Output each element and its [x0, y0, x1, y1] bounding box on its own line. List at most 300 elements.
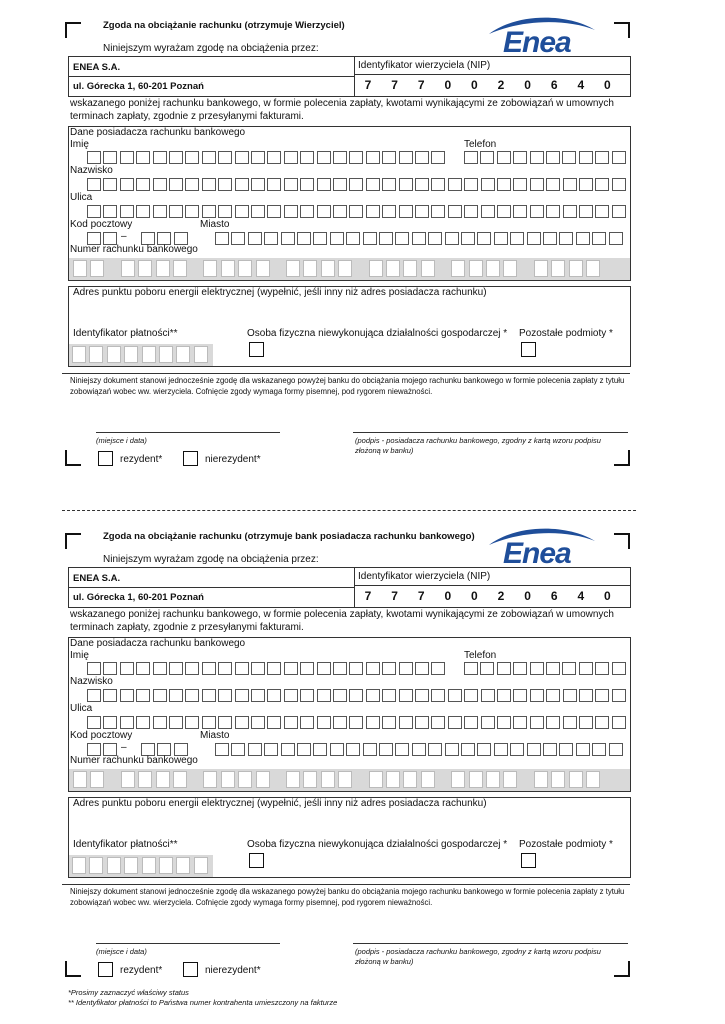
account-digit-cell[interactable]: [551, 260, 565, 277]
input-cell[interactable]: [169, 151, 183, 164]
account-digit-cell[interactable]: [221, 771, 235, 788]
input-cell[interactable]: [169, 662, 183, 675]
input-cell[interactable]: [87, 662, 101, 675]
input-cell[interactable]: [300, 178, 314, 191]
input-cell[interactable]: [103, 151, 117, 164]
input-cell[interactable]: [379, 743, 393, 756]
input-cell[interactable]: [562, 151, 576, 164]
input-cell[interactable]: [87, 716, 101, 729]
input-cell[interactable]: [120, 689, 134, 702]
input-cell[interactable]: [231, 232, 245, 245]
input-cell[interactable]: [87, 205, 101, 218]
input-cell[interactable]: [480, 662, 494, 675]
input-cell[interactable]: [563, 205, 577, 218]
input-cell[interactable]: [546, 151, 560, 164]
input-cell[interactable]: [366, 151, 380, 164]
input-cell[interactable]: [136, 689, 150, 702]
account-digit-cell[interactable]: [451, 260, 465, 277]
input-cell[interactable]: [313, 232, 327, 245]
input-cell[interactable]: [543, 232, 557, 245]
input-cell[interactable]: [412, 743, 426, 756]
input-cell[interactable]: [87, 151, 101, 164]
input-cell[interactable]: [349, 689, 363, 702]
input-cell[interactable]: [333, 151, 347, 164]
input-cell[interactable]: [363, 743, 377, 756]
input-cell[interactable]: [612, 151, 626, 164]
input-cell[interactable]: [218, 689, 232, 702]
input-cell[interactable]: [379, 232, 393, 245]
signature-line[interactable]: [353, 943, 628, 944]
input-cell[interactable]: [448, 178, 462, 191]
input-cell[interactable]: [399, 151, 413, 164]
payment-id-cell[interactable]: [107, 857, 121, 874]
place-date-line[interactable]: [96, 943, 280, 944]
input-cell[interactable]: [317, 716, 331, 729]
account-digit-cell[interactable]: [569, 260, 583, 277]
input-cell[interactable]: [153, 151, 167, 164]
input-cell[interactable]: [513, 689, 527, 702]
input-cell[interactable]: [366, 662, 380, 675]
input-cell[interactable]: [248, 743, 262, 756]
input-cell[interactable]: [559, 743, 573, 756]
input-cell[interactable]: [415, 662, 429, 675]
account-number-field[interactable]: [69, 258, 630, 280]
input-cell[interactable]: [218, 178, 232, 191]
input-cell[interactable]: [445, 743, 459, 756]
input-cell[interactable]: [428, 232, 442, 245]
input-cell[interactable]: [595, 151, 609, 164]
input-cell[interactable]: [267, 716, 281, 729]
input-cell[interactable]: [300, 662, 314, 675]
input-cell[interactable]: [382, 689, 396, 702]
input-cell[interactable]: [317, 689, 331, 702]
input-cell[interactable]: [497, 205, 511, 218]
person-checkbox[interactable]: [249, 342, 264, 357]
input-cell[interactable]: [349, 205, 363, 218]
input-cell[interactable]: [399, 178, 413, 191]
input-cell[interactable]: [103, 716, 117, 729]
account-digit-cell[interactable]: [138, 771, 152, 788]
input-cell[interactable]: [497, 151, 511, 164]
input-cell[interactable]: [595, 716, 609, 729]
payment-id-cell[interactable]: [194, 346, 208, 363]
input-cell[interactable]: [431, 689, 445, 702]
payment-id-cell[interactable]: [194, 857, 208, 874]
input-cell[interactable]: [185, 662, 199, 675]
input-cell[interactable]: [546, 716, 560, 729]
input-cell[interactable]: [235, 716, 249, 729]
input-cell[interactable]: [235, 205, 249, 218]
input-cell[interactable]: [218, 716, 232, 729]
account-digit-cell[interactable]: [303, 771, 317, 788]
input-cell[interactable]: [251, 662, 265, 675]
input-cell[interactable]: [530, 178, 544, 191]
account-digit-cell[interactable]: [203, 260, 217, 277]
account-digit-cell[interactable]: [156, 771, 170, 788]
input-cell[interactable]: [477, 232, 491, 245]
input-cell[interactable]: [333, 662, 347, 675]
account-digit-cell[interactable]: [586, 771, 600, 788]
input-cell[interactable]: [136, 716, 150, 729]
input-cell[interactable]: [527, 743, 541, 756]
input-cell[interactable]: [185, 178, 199, 191]
input-cell[interactable]: [431, 662, 445, 675]
input-cell[interactable]: [543, 743, 557, 756]
input-cell[interactable]: [87, 178, 101, 191]
input-cell[interactable]: [297, 743, 311, 756]
input-cell[interactable]: [169, 205, 183, 218]
input-cell[interactable]: [281, 232, 295, 245]
account-digit-cell[interactable]: [238, 771, 252, 788]
payment-id-cell[interactable]: [72, 346, 86, 363]
account-digit-cell[interactable]: [486, 771, 500, 788]
account-digit-cell[interactable]: [286, 771, 300, 788]
input-cell[interactable]: [103, 205, 117, 218]
input-cell[interactable]: [399, 205, 413, 218]
input-cell[interactable]: [612, 689, 626, 702]
input-cell[interactable]: [399, 662, 413, 675]
account-digit-cell[interactable]: [551, 771, 565, 788]
account-digit-cell[interactable]: [338, 771, 352, 788]
input-cell[interactable]: [231, 743, 245, 756]
input-cell[interactable]: [218, 662, 232, 675]
input-cell[interactable]: [595, 689, 609, 702]
input-cell[interactable]: [546, 689, 560, 702]
input-cell[interactable]: [202, 151, 216, 164]
input-cell[interactable]: [202, 662, 216, 675]
account-digit-cell[interactable]: [321, 260, 335, 277]
input-cell[interactable]: [497, 689, 511, 702]
input-cell[interactable]: [579, 662, 593, 675]
input-cell[interactable]: [333, 689, 347, 702]
input-cell[interactable]: [120, 151, 134, 164]
input-cell[interactable]: [527, 232, 541, 245]
input-cell[interactable]: [395, 743, 409, 756]
payment-id-cell[interactable]: [142, 857, 156, 874]
account-digit-cell[interactable]: [321, 771, 335, 788]
input-cell[interactable]: [185, 151, 199, 164]
account-digit-cell[interactable]: [421, 260, 435, 277]
account-digit-cell[interactable]: [586, 260, 600, 277]
input-cell[interactable]: [202, 689, 216, 702]
input-cell[interactable]: [169, 178, 183, 191]
input-cell[interactable]: [546, 205, 560, 218]
input-cell[interactable]: [477, 743, 491, 756]
account-digit-cell[interactable]: [386, 260, 400, 277]
input-cell[interactable]: [251, 151, 265, 164]
input-cell[interactable]: [497, 716, 511, 729]
input-cell[interactable]: [612, 716, 626, 729]
input-cell[interactable]: [595, 662, 609, 675]
input-cell[interactable]: [609, 232, 623, 245]
account-digit-cell[interactable]: [534, 260, 548, 277]
input-cell[interactable]: [595, 178, 609, 191]
input-cell[interactable]: [136, 662, 150, 675]
input-cell[interactable]: [576, 743, 590, 756]
account-digit-cell[interactable]: [156, 260, 170, 277]
input-cell[interactable]: [412, 232, 426, 245]
input-cell[interactable]: [563, 689, 577, 702]
payment-id-cell[interactable]: [124, 857, 138, 874]
input-cell[interactable]: [235, 151, 249, 164]
account-digit-cell[interactable]: [73, 771, 87, 788]
account-digit-cell[interactable]: [338, 260, 352, 277]
resident-checkbox[interactable]: [98, 962, 113, 977]
account-digit-cell[interactable]: [238, 260, 252, 277]
input-cell[interactable]: [251, 205, 265, 218]
account-digit-cell[interactable]: [121, 771, 135, 788]
input-cell[interactable]: [251, 689, 265, 702]
input-cell[interactable]: [399, 689, 413, 702]
account-digit-cell[interactable]: [173, 260, 187, 277]
input-cell[interactable]: [579, 178, 593, 191]
input-cell[interactable]: [251, 178, 265, 191]
account-digit-cell[interactable]: [138, 260, 152, 277]
input-cell[interactable]: [415, 689, 429, 702]
input-cell[interactable]: [461, 232, 475, 245]
input-cell[interactable]: [330, 232, 344, 245]
payment-id-cell[interactable]: [124, 346, 138, 363]
account-digit-cell[interactable]: [386, 771, 400, 788]
input-cell[interactable]: [169, 689, 183, 702]
input-cell[interactable]: [136, 151, 150, 164]
input-cell[interactable]: [559, 232, 573, 245]
input-cell[interactable]: [120, 178, 134, 191]
input-cell[interactable]: [431, 151, 445, 164]
input-cell[interactable]: [592, 232, 606, 245]
resident-checkbox[interactable]: [98, 451, 113, 466]
input-cell[interactable]: [395, 232, 409, 245]
input-cell[interactable]: [464, 689, 478, 702]
input-cell[interactable]: [579, 151, 593, 164]
account-digit-cell[interactable]: [421, 771, 435, 788]
account-digit-cell[interactable]: [469, 771, 483, 788]
input-cell[interactable]: [120, 205, 134, 218]
input-cell[interactable]: [382, 178, 396, 191]
input-cell[interactable]: [595, 205, 609, 218]
account-digit-cell[interactable]: [469, 260, 483, 277]
input-cell[interactable]: [297, 232, 311, 245]
input-cell[interactable]: [284, 178, 298, 191]
account-digit-cell[interactable]: [303, 260, 317, 277]
other-entities-checkbox[interactable]: [521, 853, 536, 868]
input-cell[interactable]: [563, 178, 577, 191]
input-cell[interactable]: [494, 232, 508, 245]
input-cell[interactable]: [612, 205, 626, 218]
account-digit-cell[interactable]: [90, 260, 104, 277]
input-cell[interactable]: [235, 178, 249, 191]
input-cell[interactable]: [415, 178, 429, 191]
input-cell[interactable]: [366, 716, 380, 729]
input-cell[interactable]: [317, 178, 331, 191]
account-digit-cell[interactable]: [173, 771, 187, 788]
input-cell[interactable]: [284, 151, 298, 164]
input-cell[interactable]: [346, 743, 360, 756]
account-digit-cell[interactable]: [121, 260, 135, 277]
input-cell[interactable]: [330, 743, 344, 756]
other-entities-checkbox[interactable]: [521, 342, 536, 357]
payment-id-cell[interactable]: [72, 857, 86, 874]
input-cell[interactable]: [382, 151, 396, 164]
input-cell[interactable]: [267, 662, 281, 675]
input-cell[interactable]: [300, 151, 314, 164]
account-digit-cell[interactable]: [451, 771, 465, 788]
input-cell[interactable]: [513, 205, 527, 218]
input-cell[interactable]: [248, 232, 262, 245]
input-cell[interactable]: [313, 743, 327, 756]
input-cell[interactable]: [513, 662, 527, 675]
input-cell[interactable]: [185, 205, 199, 218]
input-cell[interactable]: [284, 205, 298, 218]
input-cell[interactable]: [267, 178, 281, 191]
input-cell[interactable]: [431, 716, 445, 729]
input-cell[interactable]: [284, 716, 298, 729]
input-cell[interactable]: [251, 716, 265, 729]
input-cell[interactable]: [349, 151, 363, 164]
input-cell[interactable]: [579, 716, 593, 729]
input-cell[interactable]: [103, 662, 117, 675]
place-date-line[interactable]: [96, 432, 280, 433]
input-cell[interactable]: [481, 205, 495, 218]
input-cell[interactable]: [185, 716, 199, 729]
input-cell[interactable]: [530, 151, 544, 164]
input-cell[interactable]: [530, 716, 544, 729]
account-number-field[interactable]: [69, 769, 630, 791]
account-digit-cell[interactable]: [203, 771, 217, 788]
input-cell[interactable]: [317, 151, 331, 164]
account-digit-cell[interactable]: [503, 260, 517, 277]
account-digit-cell[interactable]: [221, 260, 235, 277]
input-cell[interactable]: [317, 662, 331, 675]
account-digit-cell[interactable]: [256, 260, 270, 277]
input-cell[interactable]: [153, 178, 167, 191]
input-cell[interactable]: [415, 205, 429, 218]
input-cell[interactable]: [235, 662, 249, 675]
account-digit-cell[interactable]: [534, 771, 548, 788]
input-cell[interactable]: [153, 205, 167, 218]
input-cell[interactable]: [562, 662, 576, 675]
payment-id-cell[interactable]: [159, 857, 173, 874]
input-cell[interactable]: [202, 205, 216, 218]
input-cell[interactable]: [448, 716, 462, 729]
input-cell[interactable]: [300, 716, 314, 729]
account-digit-cell[interactable]: [90, 771, 104, 788]
input-cell[interactable]: [415, 151, 429, 164]
input-cell[interactable]: [235, 689, 249, 702]
input-cell[interactable]: [349, 178, 363, 191]
input-cell[interactable]: [530, 205, 544, 218]
input-cell[interactable]: [530, 689, 544, 702]
input-cell[interactable]: [415, 716, 429, 729]
account-digit-cell[interactable]: [403, 260, 417, 277]
input-cell[interactable]: [153, 662, 167, 675]
input-cell[interactable]: [563, 716, 577, 729]
input-cell[interactable]: [480, 151, 494, 164]
input-cell[interactable]: [202, 178, 216, 191]
input-cell[interactable]: [445, 232, 459, 245]
input-cell[interactable]: [202, 716, 216, 729]
input-cell[interactable]: [284, 662, 298, 675]
input-cell[interactable]: [218, 151, 232, 164]
input-cell[interactable]: [349, 662, 363, 675]
input-cell[interactable]: [546, 178, 560, 191]
account-digit-cell[interactable]: [403, 771, 417, 788]
person-checkbox[interactable]: [249, 853, 264, 868]
input-cell[interactable]: [510, 232, 524, 245]
input-cell[interactable]: [153, 689, 167, 702]
input-cell[interactable]: [612, 662, 626, 675]
input-cell[interactable]: [382, 716, 396, 729]
input-cell[interactable]: [579, 689, 593, 702]
nonresident-checkbox[interactable]: [183, 451, 198, 466]
input-cell[interactable]: [136, 178, 150, 191]
input-cell[interactable]: [579, 205, 593, 218]
input-cell[interactable]: [448, 689, 462, 702]
input-cell[interactable]: [464, 662, 478, 675]
account-digit-cell[interactable]: [569, 771, 583, 788]
input-cell[interactable]: [103, 178, 117, 191]
input-cell[interactable]: [267, 205, 281, 218]
input-cell[interactable]: [576, 232, 590, 245]
input-cell[interactable]: [366, 178, 380, 191]
input-cell[interactable]: [264, 232, 278, 245]
input-cell[interactable]: [284, 689, 298, 702]
input-cell[interactable]: [382, 662, 396, 675]
input-cell[interactable]: [366, 689, 380, 702]
account-digit-cell[interactable]: [503, 771, 517, 788]
input-cell[interactable]: [120, 662, 134, 675]
input-cell[interactable]: [300, 205, 314, 218]
input-cell[interactable]: [382, 205, 396, 218]
account-digit-cell[interactable]: [286, 260, 300, 277]
input-cell[interactable]: [513, 178, 527, 191]
input-cell[interactable]: [185, 689, 199, 702]
input-cell[interactable]: [169, 716, 183, 729]
input-cell[interactable]: [461, 743, 475, 756]
input-cell[interactable]: [333, 205, 347, 218]
input-cell[interactable]: [363, 232, 377, 245]
input-cell[interactable]: [87, 689, 101, 702]
input-cell[interactable]: [464, 151, 478, 164]
payment-id-field[interactable]: [69, 855, 213, 877]
input-cell[interactable]: [333, 716, 347, 729]
input-cell[interactable]: [267, 151, 281, 164]
payment-id-cell[interactable]: [142, 346, 156, 363]
input-cell[interactable]: [431, 178, 445, 191]
input-cell[interactable]: [546, 662, 560, 675]
signature-line[interactable]: [353, 432, 628, 433]
payment-id-cell[interactable]: [107, 346, 121, 363]
input-cell[interactable]: [481, 716, 495, 729]
payment-id-cell[interactable]: [159, 346, 173, 363]
input-cell[interactable]: [464, 178, 478, 191]
input-cell[interactable]: [431, 205, 445, 218]
input-cell[interactable]: [103, 689, 117, 702]
account-digit-cell[interactable]: [486, 260, 500, 277]
input-cell[interactable]: [612, 178, 626, 191]
account-digit-cell[interactable]: [369, 771, 383, 788]
payment-id-cell[interactable]: [89, 346, 103, 363]
nonresident-checkbox[interactable]: [183, 962, 198, 977]
input-cell[interactable]: [366, 205, 380, 218]
input-cell[interactable]: [428, 743, 442, 756]
input-cell[interactable]: [497, 662, 511, 675]
payment-id-field[interactable]: [69, 344, 213, 366]
input-cell[interactable]: [497, 178, 511, 191]
payment-id-cell[interactable]: [176, 857, 190, 874]
input-cell[interactable]: [153, 716, 167, 729]
input-cell[interactable]: [346, 232, 360, 245]
